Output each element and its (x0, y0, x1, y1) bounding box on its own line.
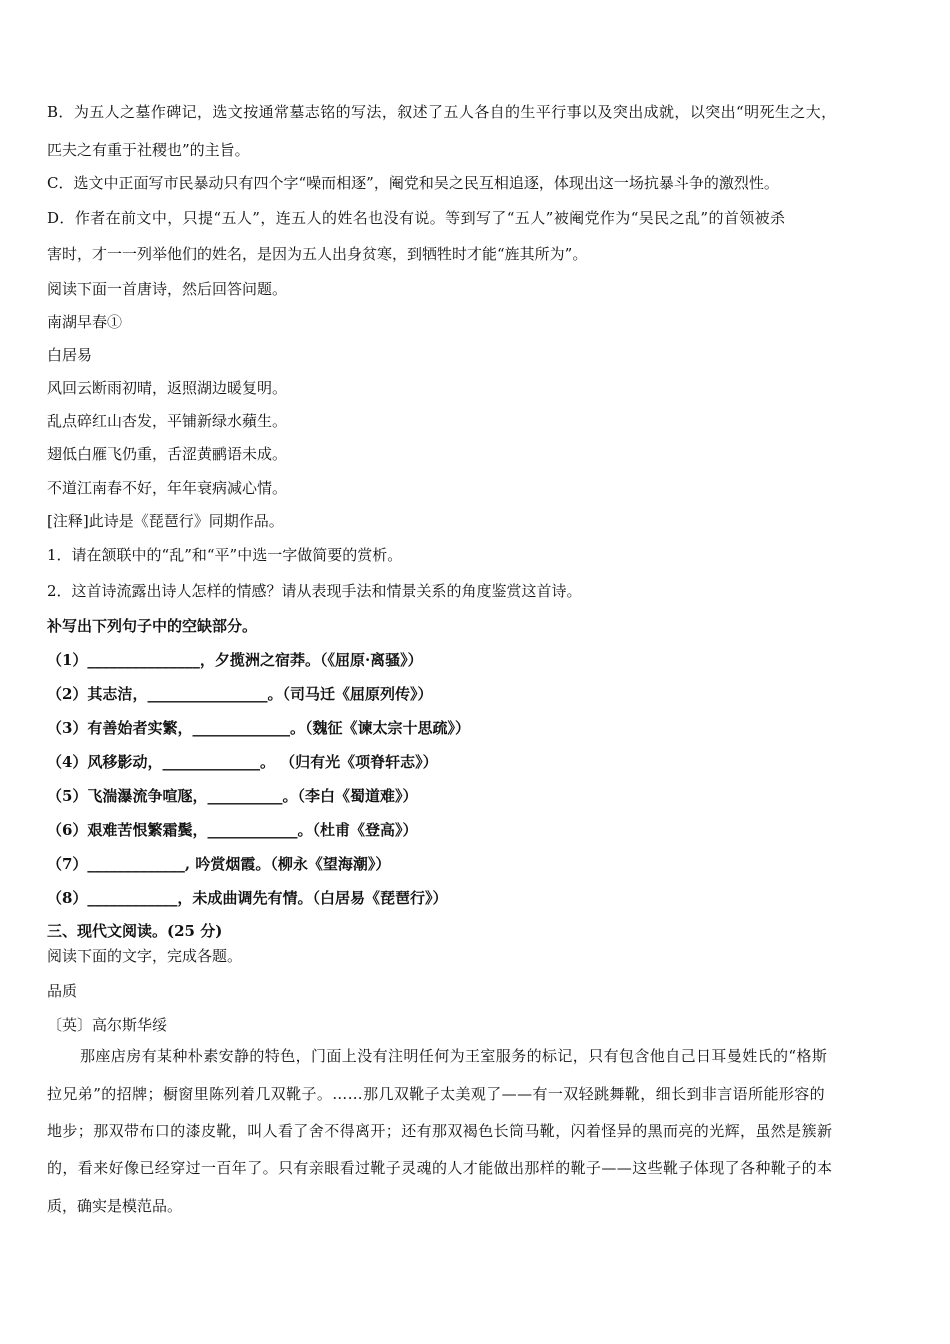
section-3-heading: 三、现代文阅读。(25 分) (47, 922, 223, 940)
fill-in-item: （7）_____________, 吟赏烟霞。（柳永《望海潮》） (47, 855, 391, 873)
section-3-instruction: 阅读下面的文字，完成各题。 (47, 947, 243, 965)
option-c-line-1: C．选文中正面写市民暴动只有四个字“噪而相逐”，阉党和吴之民互相追逐，体现出这一场抗暴斗争的激烈性。 (47, 174, 779, 192)
poem-author: 白居易 (47, 346, 93, 364)
poem-instruction: 阅读下面一首唐诗，然后回答问题。 (47, 280, 288, 298)
poem-line: 乱点碎红山杏发，平铺新绿水蘋生。 (47, 412, 288, 430)
passage-line: 那座店房有某种朴素安静的特色，门面上没有注明任何为王室服务的标记，只有包含他自己日耳曼姓氏的“格斯 (80, 1047, 828, 1065)
poem-title: 南湖早春① (47, 313, 123, 331)
poem-question-1: 1．请在颔联中的“乱”和“平”中选一字做简要的赏析。 (47, 546, 403, 564)
poem-note: [注释]此诗是《琵琶行》同期作品。 (47, 512, 284, 530)
poem-line: 风回云断雨初晴，返照湖边暖复明。 (47, 379, 288, 397)
option-d-line-2: 害时，才一一列举他们的姓名，是因为五人出身贫寒，到牺牲时才能“旌其所为”。 (47, 245, 588, 263)
passage-title: 品质 (47, 982, 78, 1000)
fill-in-item: （2）其志洁，________________。（司马迁《屈原列传》） (47, 685, 433, 703)
poem-line: 翅低白雁飞仍重，舌涩黄鹂语未成。 (47, 445, 288, 463)
fill-in-item: （4）风移影动，_____________。 （归有光《项脊轩志》） (47, 753, 438, 771)
fill-in-item: （1）_______________，夕揽洲之宿莽。（《屈原·离骚》） (47, 651, 423, 669)
fill-in-item: （3）有善始者实繁，_____________。（魏征《谏太宗十思疏》） (47, 719, 470, 737)
option-b-line-2: 匹夫之有重于社稷也”的主旨。 (47, 141, 250, 159)
passage-line: 质，确实是模范品。 (47, 1197, 183, 1215)
passage-author: 〔英〕高尔斯华绥 (47, 1016, 168, 1034)
option-d-line-1: D．作者在前文中，只提“五人”，连五人的姓名也没有说。等到写了“五人”被阉党作为“吴民之乱”的首领被杀 (47, 209, 786, 227)
fill-in-item: （5）飞湍瀑流争喧豗，__________。（李白《蜀道难》） (47, 787, 418, 805)
poem-question-2: 2．这首诗流露出诗人怎样的情感？请从表现手法和情景关系的角度鉴赏这首诗。 (47, 582, 582, 600)
fill-in-heading: 补写出下列句子中的空缺部分。 (47, 617, 258, 635)
passage-line: 地步；那双带布口的漆皮靴，叫人看了舍不得离开；还有那双褐色长筒马靴，闪着怪异的黑而亮的光辉，虽然是簇新 (47, 1122, 833, 1140)
fill-in-item: （8）____________，未成曲调先有情。（白居易《琵琶行》） (47, 889, 448, 907)
option-b-line-1: B．为五人之墓作碑记，选文按通常墓志铭的写法，叙述了五人各自的生平行事以及突出成就，以突出“明死生之大， (47, 103, 837, 121)
passage-line: 拉兄弟”的招牌；橱窗里陈列着几双靴子。……那几双靴子太美观了——有一双轻跳舞靴，细长到非言语所能形容的 (47, 1085, 826, 1103)
poem-line: 不道江南春不好，年年衰病减心情。 (47, 479, 288, 497)
passage-line: 的，看来好像已经穿过一百年了。只有亲眼看过靴子灵魂的人才能做出那样的靴子——这些靴子体现了各种靴子的本 (47, 1159, 833, 1177)
fill-in-item: （6）艰难苦恨繁霜鬓，____________。（杜甫《登高》） (47, 821, 418, 839)
